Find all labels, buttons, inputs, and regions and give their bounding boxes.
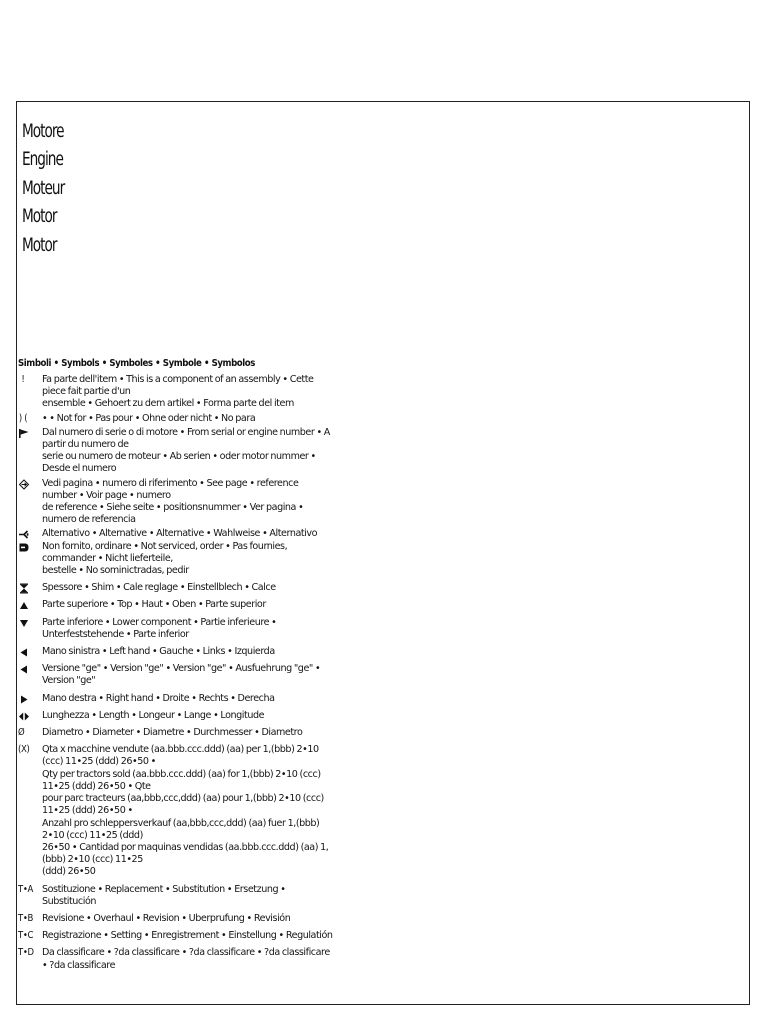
triangle-left-icon — [18, 646, 42, 658]
code-ta: T•A — [18, 883, 34, 895]
symbol-row-component — [18, 374, 378, 411]
triangle-up-icon — [18, 599, 42, 611]
code-td: T•D — [18, 947, 34, 959]
symbol-description: Non fornito, ordinare • Not serviced, order • Pas fournies, commander • Nicht lieferteile, bestelle • No sominictradas, pedir — [42, 540, 288, 577]
symbol-row-replacement — [18, 884, 378, 908]
symbol-description: Mano sinistra • Left hand • Gauche • Links • Izquierda — [42, 646, 275, 658]
alternative-icon — [18, 528, 42, 540]
flag-icon — [18, 427, 42, 439]
symbol-description: Parte inferiore • Lower component • Partie inferieure • Unterfeststehende • Parte inferior — [42, 616, 277, 640]
symbol-row-setting — [18, 930, 378, 942]
triangle-left-icon — [18, 663, 42, 675]
title-english: Engine — [22, 149, 63, 171]
shim-icon — [18, 582, 42, 594]
symbol-row-alternative — [18, 528, 378, 540]
quantity-symbol: (X) — [18, 744, 30, 756]
symbol-row-quantity — [18, 744, 378, 878]
symbol-description: Revisione • Overhaul • Revision • Uberprufung • Revisión — [42, 912, 291, 924]
title-block — [22, 118, 322, 260]
title-french: Moteur — [22, 177, 65, 199]
symbol-parentheses: ) ( — [18, 412, 28, 424]
symbol-description: Versione "ge" • Version "ge" • Version "ge" • Ausfuehrung "ge" • Version "ge" — [42, 663, 321, 687]
symbol-row-overhaul — [18, 913, 378, 925]
symbol-description: Da classificare • ?da classificare • ?da classificare • ?da classificare • ?da classificare — [42, 947, 330, 971]
triangle-down-icon — [18, 617, 42, 629]
symbols-list — [18, 374, 378, 972]
legend-heading: Simboli • Symbols • Symboles • Symbole • Symbolos — [18, 358, 255, 369]
title-spanish: Motor — [22, 234, 57, 256]
symbol-description: Lunghezza • Length • Longeur • Lange • Longitude — [42, 709, 265, 721]
symbol-row-version-ge — [18, 663, 378, 687]
symbol-row-not-for — [18, 413, 378, 425]
title-german: Motor — [22, 206, 57, 228]
triangle-right-icon — [18, 693, 42, 705]
page-reference-icon — [18, 478, 42, 490]
symbol-row-length — [18, 710, 378, 722]
symbol-description: Registrazione • Setting • Enregistrement • Einstellung • Regulatión — [42, 930, 333, 942]
symbol-description: Qta x macchine vendute (aa.bbb.ccc.ddd) (aa) per 1,(bbb) 2•10 (ccc) 11•25 (ddd) 26•50 • Qty per tractors sold (aa.bbb.ccc.ddd) (aa) for 1,(bbb) 2•10 (ccc) 11•25 (ddd) 26•50 • Qte pour parc tracteurs (aa,bbb,ccc,ddd) (aa) pour 1,(bbb) 2•10 (ccc) 11•25 (ddd) 26•50 • Anzahl pro schleppersverkauf (aa,bbb,ccc,ddd) (aa) fuer 1,(bbb) 2•10 (ccc) 11•25 (ddd) 26•50 • Cantidad por maquinas vendidas (aa.bbb.ccc.ddd) (aa) 1,(bbb) 2•10 (ccc) 11•25 (ddd) 26•50 — [42, 744, 329, 878]
symbol-description: Sostituzione • Replacement • Substitution • Ersetzung • Substitución — [42, 883, 286, 907]
symbol-row-left-hand — [18, 646, 378, 658]
symbol-description: Fa parte dell'item • This is a component of an assembly • Cette piece fait partie d'un ensemble • Gehoert zu dem artikel • Forma parte del item — [42, 374, 314, 410]
symbol-description: Parte superiore • Top • Haut • Oben • Parte superior — [42, 599, 266, 611]
symbol-row-top — [18, 599, 378, 611]
symbol-row-diameter — [18, 727, 378, 739]
symbol-row-not-serviced — [18, 541, 378, 578]
symbol-row-see-page — [18, 478, 378, 527]
symbol-description: • • Not for • Pas pour • Ohne oder nicht • No para — [42, 412, 256, 424]
length-icon — [18, 710, 42, 722]
symbol-description: Mano destra • Right hand • Droite • Rechts • Derecha — [42, 692, 275, 704]
symbol-row-lower — [18, 617, 378, 641]
not-serviced-icon — [18, 541, 42, 553]
symbol-description: Diametro • Diameter • Diametre • Durchmesser • Diametro — [42, 727, 303, 739]
symbols-legend — [18, 357, 378, 972]
symbol-description: Spessore • Shim • Cale reglage • Einstellblech • Calce — [42, 582, 276, 594]
code-tc: T•C — [18, 930, 34, 942]
diameter-symbol: Ø — [18, 727, 25, 739]
symbol-description: Vedi pagina • numero di riferimento • See page • reference number • Voir page • numero de reference • Siehe seite • positionsnummer • Ver pagina • numero de referencia — [42, 477, 304, 526]
symbol-description: Alternativo • Alternative • Alternative • Wahlweise • Alternativo — [42, 528, 318, 540]
symbol-row-from-serial — [18, 427, 378, 476]
symbol-description: Dal numero di serie o di motore • From serial or engine number • A partir du numero de serie ou numero de moteur • Ab serien • oder motor nummer • Desde el numero — [42, 426, 330, 475]
title-italian: Motore — [22, 121, 64, 142]
symbol-row-to-classify — [18, 947, 378, 971]
symbol-row-shim — [18, 582, 378, 594]
symbol-row-right-hand — [18, 693, 378, 705]
symbol-exclamation: ! — [21, 374, 25, 385]
code-tb: T•B — [18, 912, 34, 924]
